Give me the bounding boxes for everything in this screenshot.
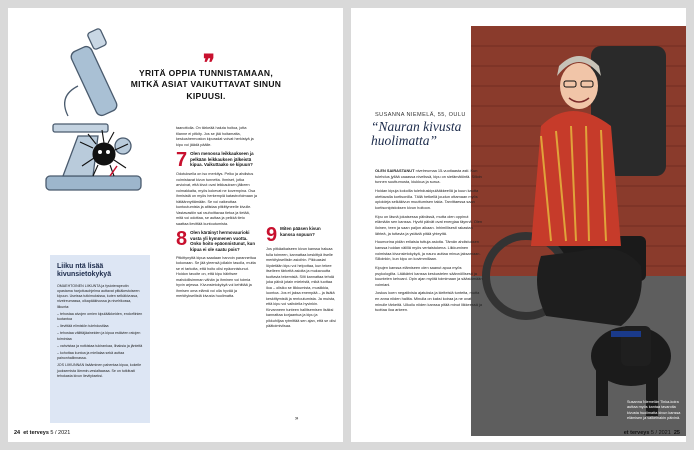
- sidebar-title: Liiku ntä lisää kivunsietokykyä: [57, 263, 112, 279]
- right-page: [351, 8, 686, 442]
- footer-brand: et terveys: [23, 430, 49, 436]
- footer-issue: 5 / 2021: [650, 430, 671, 436]
- page-number: 24: [14, 430, 21, 436]
- body-paragraph: Pitkittynyttä kipua saadaan harvoin parannettua kokonaan. Se jää yleensä jollakin tasolla, mutta se ei tarkoita, että hoito olisi epäonnistunut. Hoidon tavoite on, että kipu häiritsee mahdollisimman vähän ja ihminen voi toimia hyvin arjessa. Kivunsietokykyä voi kehittää ja ihmisen oma elämä voi olla hyvää ja merkityksellistä kivusta huolimatta.: [176, 255, 256, 299]
- footer-right: [624, 430, 680, 436]
- portrait-photo: [471, 26, 686, 436]
- sidebar-paragraph: – tehostaa aivojen omien kipulääkkeiden, endorfiinien tuotantoa: [57, 311, 143, 321]
- left-page: [8, 8, 343, 442]
- photo-caption: Susanna Niemelän Tinka-koira auttaa myös kantaa tavaroita kivusta huolimatta kivun kanssa elämisen ja vaikeinakin päivinä.: [627, 400, 681, 420]
- sidebar-box: [50, 255, 150, 423]
- body-paragraph: taanottolla. On tärkeää haluta hoitoa, jotta tilanne ei pitkity. Jos se jää hoitamatta, keskushermoston kipuradat voivat herkistyä ja kipu voi jäädä päälle.: [176, 126, 254, 147]
- sidebar-paragraph: JOS LIIKUNNAN lisääminen pahentaa kipua, kokeile juoksemista lämmin-vesialtaassa. Se on tutkitusti tehokasta kivun lievitykseksi.: [57, 363, 142, 378]
- footer-issue: 5 / 2021: [50, 430, 71, 436]
- footer-brand: et terveys: [623, 430, 650, 436]
- sidebar-paragraph: – tehostaa välittäjäaineiden ja kipua estävien ratojen toimintaa: [57, 331, 141, 341]
- question-7: [176, 151, 258, 169]
- body-paragraph: Jos pitkäaikaiseen kivun kanssa haluaa tulla toimeen, kannattaa keskittyä itselle merkityksellisiin asioihin. Pikkuasiat löydetään kipu voi helpottaa, kun tekee itselleen tärkeitä asioita ja mukavuutta tuottavia tekemisiä. Silti kannattaa tehdä joka päivä jotain mieleistä, mikä tuottaa iloa – olisiko se liikkumista, musiikkia, luontoa. Jos et jaksa enempää – ja lisätä keskittymistä ja rentoutumista. Ja muista, että kipu voi vaihdella hyvinkin. Kirvanneen tunteen hallitsemisen lisäksi kannattaa korjaantua ja kipu ja pikkuhiljaa rytmittää sen ajan, että se olisi päätoimiviisaa.: [266, 247, 336, 328]
- question-text: Olen käräinyt hermovaurioki vusta yli kymmenen vuotta. Onko hoito epäonnistunut, kun kipua ei ole saatu pois?: [190, 230, 256, 253]
- question-text: Miten pääsen kivun kanssa sopuun?: [280, 226, 321, 237]
- byline: SUSANNA NIEMELÄ, 55, OULU: [375, 112, 466, 118]
- lead-in: OLEN SAIRASTANUT: [375, 168, 415, 173]
- headline: “Nauran kivusta huolimatta”: [371, 119, 462, 149]
- body-paragraph: Joskus koen negatiivisia ajatuksia ja kielteisiä tunteita, mutta en anna niiden hallita. Minulla on kaksi koiraa ja ne ovat minulle tärkeitä. Ulkoilu niiden kanssa pitää minut liikkeessä ja tuottaa iloa arkeen.: [375, 290, 483, 313]
- pull-quote: YRITÄ OPPIA TUNNISTAMAAN, MITKÄ ASIAT VAIKUTTAVAT SINUN KIPUUSI.: [130, 68, 282, 101]
- question-text: Olen menossa leikkaukseen ja pelkään leikkauksen jälkeistä kipua. Vaikuttaako se kipuun?: [190, 151, 254, 168]
- microscope-illustration: [38, 26, 153, 201]
- sidebar-paragraph: OMAEHTOINEN LIIKUNTA ja fysioterapeutin opastama harjoitusohjelma auttavat pitkäkestoiseen kipuun. Useissa tutkimuksissa, kuten selkäkivussa, nivelreumassa, olkapääkivussa ja nivelrikossa, liikunta:: [57, 283, 140, 309]
- body-paragraph: Kipu on läsnä jokaisessa päivässä, mutta olen oppinut elämään sen kanssa. Hyvät päivät ovat energiaa täynnä. Olen iloinen, teen ja saan paljon aikaan. Inhimillisesti rakastan lähteä, ja tuttavia ja ystäviä pitää yhteyttä.: [375, 213, 483, 236]
- body-paragraph: Kipujen kanssa elämiseen olen saanut apua myös psykologilta. Lääkärini kanssa keskustelen säännöllisesti ja kuuntelen kehoani. Opin ajan myötä toimimaan ja säästämään voimiani.: [375, 264, 483, 287]
- body-paragraph: Hoidan kipuja kokoilla tulehduskipulääkkeellä ja kuun kautta otettavalla kortisonilla. Tällä hetkellä joudun ottamaan myös opioideja selkäkivun muuttumisen takia. Tarvittaessa saan kortisonipistoksen kivun hoitoon.: [375, 187, 479, 210]
- sidebar-paragraph: – kohottaa kuntoa ja mielialaa sekä auttaa painonhallinnassa.: [57, 351, 125, 361]
- page-number: 25: [673, 430, 680, 436]
- question-8: [176, 230, 258, 253]
- question-9: [266, 226, 336, 244]
- sidebar-paragraph: – lievittää elimistön tulehdustilaa: [57, 324, 109, 329]
- body-paragraph: Huumorina pidän erilaisia tuttuja asioita. Tämän ahdistuksen kanssa hoidan välillä myös vertaistukena. Liikkuminen voimistaa kivunsietokykyä, ja nauru auttaa minua jaksamaan. Silloinkin, kun kipu on kovimmillaan.: [375, 239, 481, 262]
- photo-scene: [471, 26, 686, 436]
- article-column-2: [266, 223, 336, 418]
- body-paragraph: [375, 168, 483, 185]
- lead-text: nivelreumaa 15-vuotiaasta asti. Kun tulehdus jyllää caaassa nivelissä, kipu on sietämätöntä. Silloin tunnen suuttumusta, kiukkua ja surua.: [375, 168, 482, 185]
- body-paragraph: Odotuksella on iso merkitys. Pelko ja ahdistus voimistavat kivun tunnetta. Ihmiset, jotka arvioivat, että kivut ovat leikkauksen jälkeen voimakkaita, myös kokevat ne kovempina. Osa ihmisistä on myös herkempiä katastrofoimaan ja hätäännyttämään. Se voi vaikeuttaa kuntoutumista ja altistaa pitkittyneelle kivulle. Vastavastiin sai rauhoittavaa tietoa ja tietää, mitä voi odottaa, se auttaa ja pelkkä tieto saattaa lievittää kuntoutumista.: [176, 172, 258, 226]
- continue-arrow-icon: »: [295, 416, 299, 422]
- quote-mark-icon: ❞: [203, 50, 215, 75]
- question-number: 7: [176, 149, 188, 171]
- interview-column: [375, 168, 483, 428]
- article-column-1: [176, 126, 258, 426]
- question-number: 9: [266, 224, 278, 246]
- footer-left: [14, 430, 70, 436]
- sidebar-paragraph: – vahvistaa ja notkistaa tukirankaa, lihaksia ja jänteitä: [57, 343, 143, 348]
- question-number: 8: [176, 228, 188, 250]
